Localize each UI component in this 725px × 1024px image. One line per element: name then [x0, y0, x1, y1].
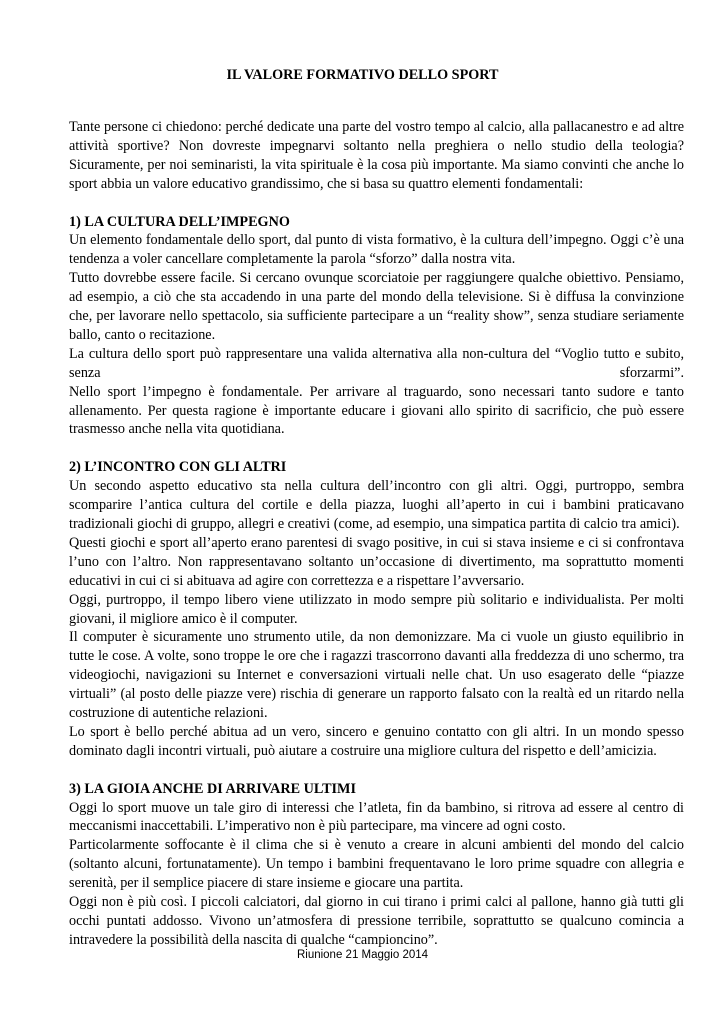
paragraph: Oggi lo sport muove un tale giro di interessi che l’atleta, fin da bambino, si ritrova ad essere al centro di meccanismi inaccettabili. L’imperativo non è più partecipare, ma vincere ad ogni costo.	[69, 799, 684, 835]
paragraph: Questi giochi e sport all’aperto erano parentesi di svago positive, in cui si stava insieme e ci si confrontava l’uno con l’altro. Non rappresentavano soltanto un’occasione di divertimento, ma soprattutto momenti educativi in cui ci si abituava ad agire con correttezza e a rispettare l’avversario.	[69, 534, 684, 589]
paragraph: Nello sport l’impegno è fondamentale. Per arrivare al traguardo, sono necessari tanto sudore e tanto allenamento. Per questa ragione è importante educare i giovani allo spirito di sacrificio, che può essere trasmesso anche nella vita quotidiana.	[69, 383, 684, 438]
paragraph: Oggi, purtroppo, il tempo libero viene utilizzato in modo sempre più solitario e individualista. Per molti giovani, il migliore amico è il computer.	[69, 591, 684, 627]
paragraph: Tutto dovrebbe essere facile. Si cercano ovunque scorciatoie per raggiungere qualche obiettivo. Pensiamo, ad esempio, a ciò che sta accadendo in una parte del mondo della televisione. Si è diffusa la convinzione che, per lavorare nello spettacolo, sia sufficiente partecipare a un “reality show”, senza studiare seriamente ballo, canto o recitazione.	[69, 270, 684, 343]
paragraph: Un elemento fondamentale dello sport, dal punto di vista formativo, è la cultura dell’impegno. Oggi c’è una tendenza a voler cancellare completamente la parola “sforzo” dalla nostra vita.	[69, 232, 684, 268]
paragraph: Un secondo aspetto educativo sta nella cultura dell’incontro con gli altri. Oggi, purtroppo, sembra scomparire l’antica cultura del cortile e della piazza, luoghi all’aperto in cui i bambini praticavano tradizionali giochi di gruppo, allegri e creativi (come, ad esempio, una simpatica partita di calcio tra amici).	[69, 478, 684, 532]
section-heading-gioia: 3) LA GIOIA ANCHE DI ARRIVARE ULTIMI	[69, 780, 356, 797]
paragraph: Oggi non è più così. I piccoli calciatori, dal giorno in cui tirano i primi calci al pallone, hanno già tutti gli occhi puntati addosso. Vivono un’atmosfera di pressione terribile, soprattutto se qualcuno comincia a intravedere la possibilità della nascita di qualche “campioncino”.	[69, 894, 684, 948]
section-heading-impegno: 1) LA CULTURA DELL’IMPEGNO	[69, 213, 290, 230]
intro-paragraph: Tante persone ci chiedono: perché dedicate una parte del vostro tempo al calcio, alla pallacanestro e ad altre attività sportive? Non dovreste impegnarvi soltanto nella preghiera o nello studio della teologia? Sicuramente, per noi seminaristi, la vita spirituale è la cosa più importante. Ma siamo convinti che anche lo sport abbia un valore educativo grandissimo, che si basa su quattro elementi fondamentali:	[69, 119, 684, 192]
section-heading-incontro: 2) L’INCONTRO CON GLI ALTRI	[69, 459, 287, 476]
paragraph: La cultura dello sport può rappresentare una valida alternativa alla non-cultura del “Voglio tutto e subito, senza sforzarmi”.	[69, 345, 684, 381]
paragraph: Lo sport è bello perché abitua ad un vero, sincero e genuino contatto con gli altri. In un mondo spesso dominato dagli incontri virtuali, può aiutare a costruire una migliore cultura del rispetto e dell’amicizia.	[69, 723, 684, 759]
paragraph: Il computer è sicuramente uno strumento utile, da non demonizzare. Ma ci vuole un giusto equilibrio in tutte le cose. A volte, sono troppe le ore che i ragazzi trascorrono davanti alla freddezza di uno schermo, tra videogiochi, navigazioni su Internet e conversazioni virtuali nelle chat. Un uso esagerato delle “piazze virtuali” (al posto delle piazze vere) rischia di generare un rapporto falsato con la realtà ed un ritardo nella costruzione di autentiche relazioni.	[69, 629, 684, 722]
document-title: IL VALORE FORMATIVO DELLO SPORT	[226, 67, 499, 83]
document-body	[69, 118, 684, 950]
page-footer: Riunione 21 Maggio 2014	[296, 949, 429, 961]
paragraph: Particolarmente soffocante è il clima che si è venuto a creare in alcuni ambienti del mondo del calcio (soltanto alcuni, fortunatamente). Un tempo i bambini frequentavano le loro prime squadre con allegria e serenità, per il semplice piacere di stare insieme e giocare una partita.	[69, 837, 684, 892]
